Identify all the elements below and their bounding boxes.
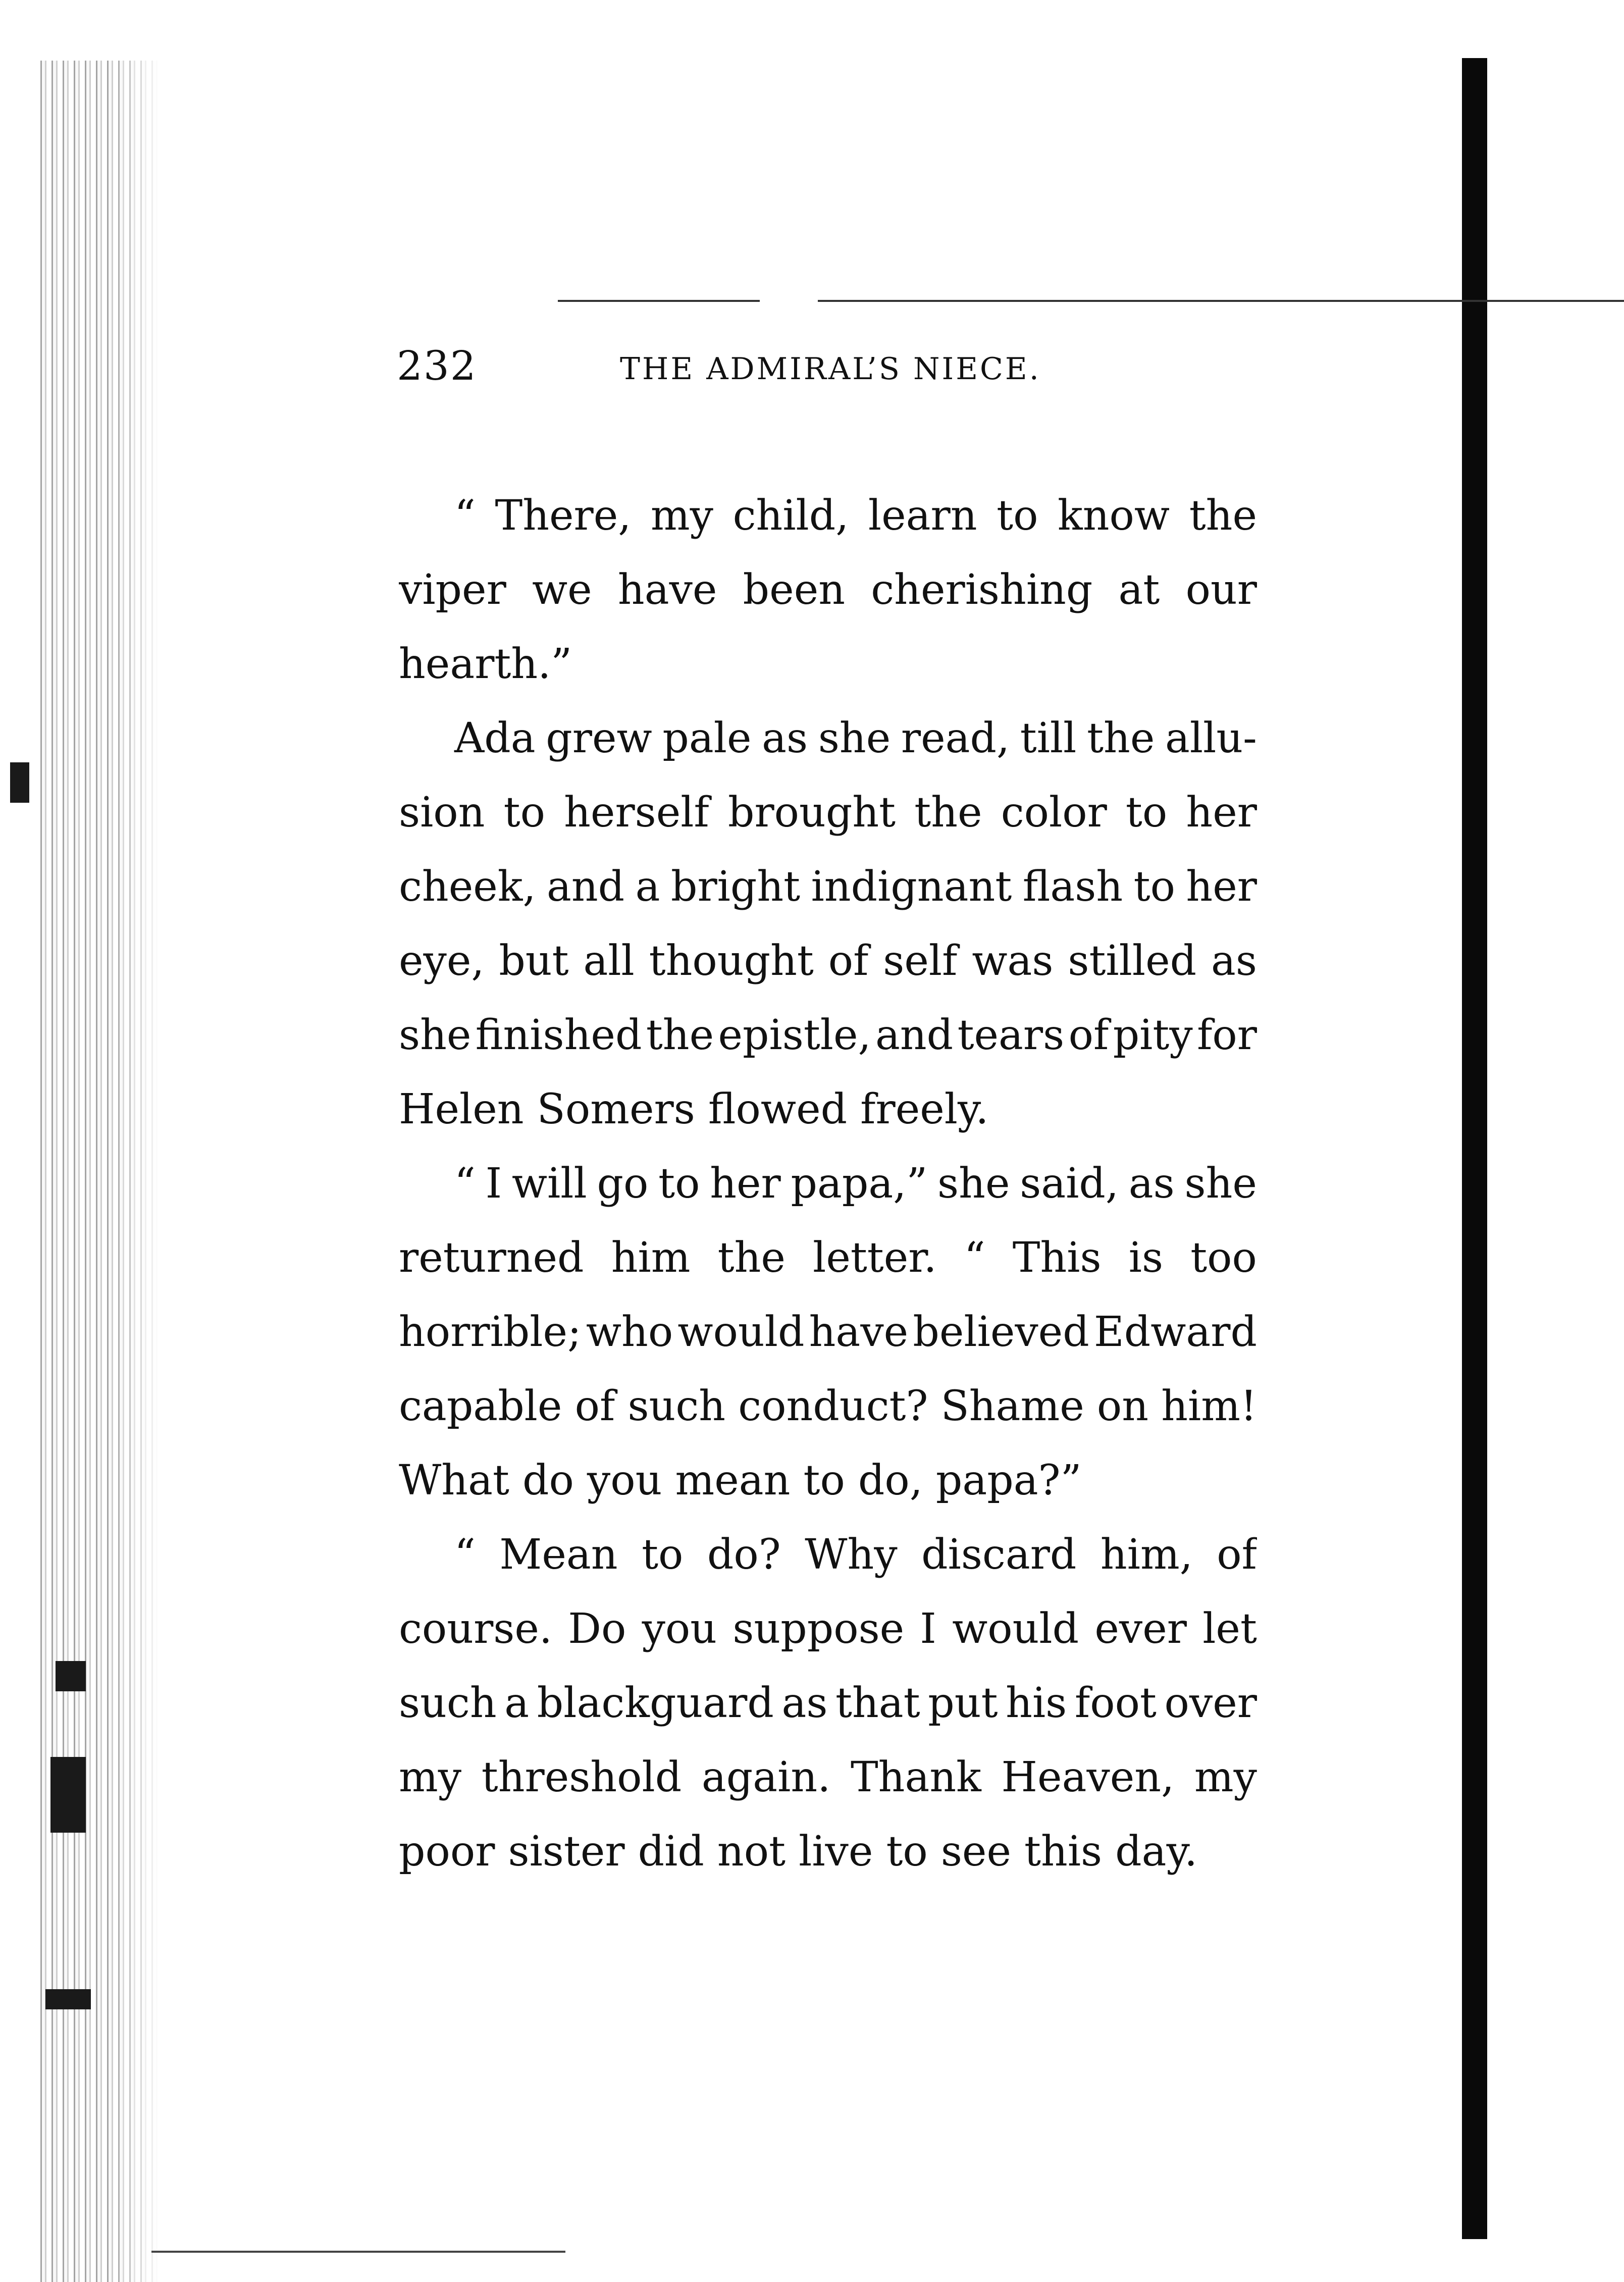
text-line: What do you mean to do, papa?” <box>399 1457 1082 1505</box>
text-line: cheek, and a bright indignant flash to her <box>399 863 1257 911</box>
text-line: capable of such conduct? Shame on him! <box>399 1382 1257 1430</box>
gutter-mark <box>45 1989 91 2009</box>
text-line: sion to herself brought the color to her <box>399 789 1257 837</box>
footer-rule <box>151 2251 565 2253</box>
text-line: “ Mean to do? Why discard him, of <box>454 1531 1257 1579</box>
scanned-gutter-edge <box>40 61 162 2282</box>
gutter-mark <box>56 1661 86 1691</box>
text-line: she finished the epistle, and tears of pity for <box>399 1011 1257 1059</box>
text-line: my threshold again. Thank Heaven, my <box>399 1753 1257 1801</box>
text-line: horrible; who would have believed Edward <box>399 1308 1257 1356</box>
text-line: such a blackguard as that put his foot over <box>399 1679 1257 1727</box>
scan-binding-shadow <box>1462 58 1487 2239</box>
header-rule-left <box>558 300 760 302</box>
body-text <box>399 491 1257 1901</box>
header-rule-right <box>818 300 1624 302</box>
text-line: “ I will go to her papa,” she said, as she <box>454 1160 1257 1208</box>
page-number: 232 <box>397 342 477 389</box>
text-line: “ There, my child, learn to know the <box>454 492 1257 540</box>
text-line: viper we have been cherishing at our <box>399 566 1257 614</box>
text-line: poor sister did not live to see this day. <box>399 1828 1198 1876</box>
text-line: course. Do you suppose I would ever let <box>399 1605 1257 1653</box>
gutter-mark <box>10 762 29 803</box>
text-line: Ada grew pale as she read, till the allu- <box>454 714 1257 762</box>
text-line: eye, but all thought of self was stilled as <box>399 937 1257 985</box>
running-title: THE ADMIRAL’S NIECE. <box>620 351 1041 387</box>
gutter-mark <box>50 1757 86 1833</box>
text-line: returned him the letter. “ This is too <box>399 1234 1257 1282</box>
text-line: hearth.” <box>399 640 572 688</box>
text-line: Helen Somers flowed freely. <box>399 1085 989 1133</box>
